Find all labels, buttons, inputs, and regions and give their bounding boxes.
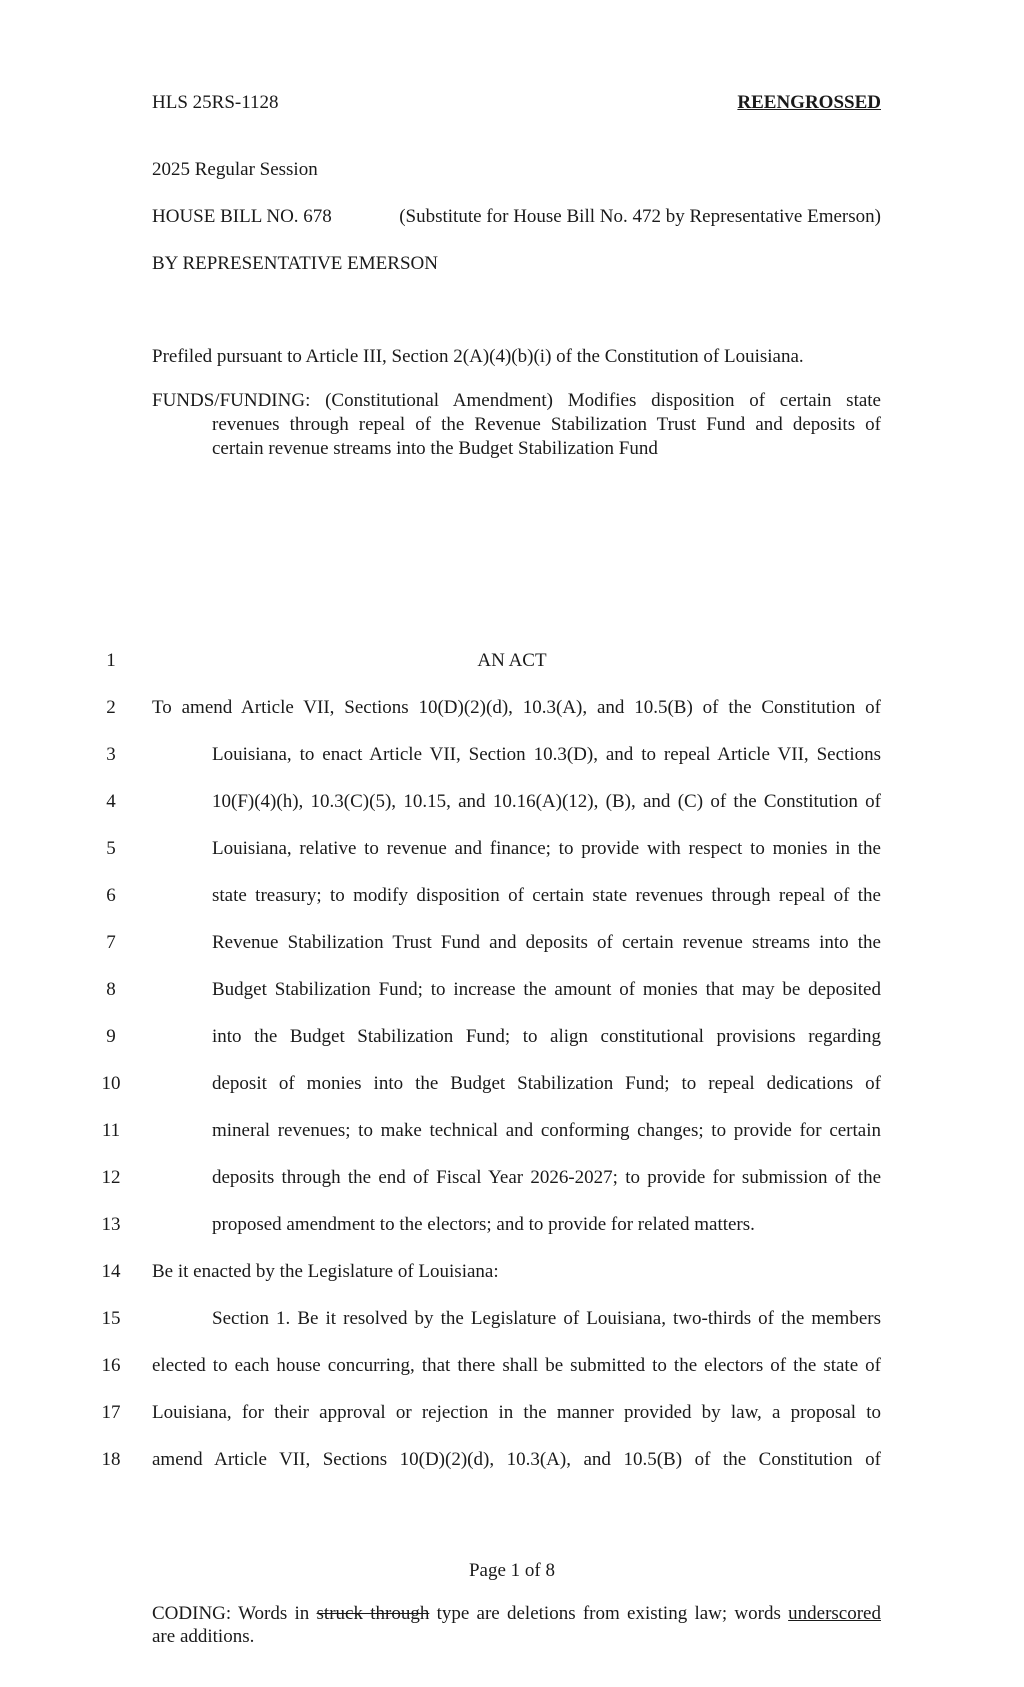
line-number: 5 bbox=[106, 838, 116, 859]
act-line: Section 1. Be it resolved by the Legislature of Louisiana, two-thirds of the members bbox=[212, 1308, 881, 1329]
act-line: mineral revenues; to make technical and conforming changes; to provide for certain bbox=[212, 1120, 881, 1141]
enacting-clause: Be it enacted by the Legislature of Louisiana: bbox=[152, 1261, 499, 1282]
act-line: 10(F)(4)(h), 10.3(C)(5), 10.15, and 10.16(A)(12), (B), and (C) of the Constitution of bbox=[212, 791, 881, 812]
line-number: 12 bbox=[101, 1167, 121, 1188]
act-line: into the Budget Stabilization Fund; to align constitutional provisions regarding bbox=[212, 1026, 881, 1047]
act-line: proposed amendment to the electors; and to provide for related matters. bbox=[212, 1214, 755, 1235]
funds-line-3: certain revenue streams into the Budget Stabilization Fund bbox=[212, 438, 658, 459]
act-line: state treasury; to modify disposition of certain state revenues through repeal of the bbox=[212, 885, 881, 906]
coding-mid: type are deletions from existing law; words bbox=[429, 1603, 789, 1624]
line-number: 16 bbox=[101, 1355, 121, 1376]
line-number: 14 bbox=[101, 1261, 121, 1282]
bill-number: HOUSE BILL NO. 678 bbox=[152, 206, 332, 227]
line-number: 7 bbox=[106, 932, 116, 953]
funds-line-2: revenues through repeal of the Revenue Stabilization Trust Fund and deposits of bbox=[212, 414, 881, 435]
act-line: deposit of monies into the Budget Stabilization Fund; to repeal dedications of bbox=[212, 1073, 881, 1094]
line-number: 2 bbox=[106, 697, 116, 718]
act-line: Louisiana, to enact Article VII, Section 10.3(D), and to repeal Article VII, Sections bbox=[212, 744, 881, 765]
line-number: 10 bbox=[101, 1073, 121, 1094]
line-number: 1 bbox=[106, 650, 116, 671]
line-number: 17 bbox=[101, 1402, 121, 1423]
line-number: 8 bbox=[106, 979, 116, 1000]
act-line: Louisiana, relative to revenue and finance; to provide with respect to monies in the bbox=[212, 838, 881, 859]
act-title: AN ACT bbox=[477, 650, 547, 671]
act-line: Budget Stabilization Fund; to increase the amount of monies that may be deposited bbox=[212, 979, 881, 1000]
status-label: REENGROSSED bbox=[737, 92, 881, 113]
document-id: HLS 25RS-1128 bbox=[152, 92, 279, 113]
act-line: To amend Article VII, Sections 10(D)(2)(d), 10.3(A), and 10.5(B) of the Constitution of bbox=[152, 697, 881, 718]
funds-line-1: FUNDS/FUNDING: (Constitutional Amendment) Modifies disposition of certain state bbox=[152, 390, 881, 411]
line-number: 4 bbox=[106, 791, 116, 812]
coding-note-end: are additions. bbox=[152, 1626, 255, 1647]
line-number: 13 bbox=[101, 1214, 121, 1235]
coding-underscore-sample: underscored bbox=[788, 1603, 881, 1624]
act-line: Revenue Stabilization Trust Fund and deposits of certain revenue streams into the bbox=[212, 932, 881, 953]
coding-strike-sample: struck through bbox=[316, 1603, 430, 1624]
coding-note bbox=[152, 1603, 881, 1625]
line-number: 18 bbox=[101, 1449, 121, 1470]
act-line: elected to each house concurring, that there shall be submitted to the electors of the state of bbox=[152, 1355, 881, 1376]
page-number: Page 1 of 8 bbox=[468, 1560, 555, 1581]
line-number: 15 bbox=[101, 1308, 121, 1329]
prefiled-note: Prefiled pursuant to Article III, Section 2(A)(4)(b)(i) of the Constitution of Louisiana. bbox=[152, 346, 804, 367]
line-number: 9 bbox=[106, 1026, 116, 1047]
session-label: 2025 Regular Session bbox=[152, 159, 318, 180]
line-number: 11 bbox=[101, 1120, 121, 1141]
act-line: amend Article VII, Sections 10(D)(2)(d), 10.3(A), and 10.5(B) of the Constitution of bbox=[152, 1449, 881, 1470]
line-number: 3 bbox=[106, 744, 116, 765]
act-line: Louisiana, for their approval or rejection in the manner provided by law, a proposal to bbox=[152, 1402, 881, 1423]
substitute-note: (Substitute for House Bill No. 472 by Representative Emerson) bbox=[399, 206, 881, 227]
bill-author: BY REPRESENTATIVE EMERSON bbox=[152, 253, 438, 274]
line-number: 6 bbox=[106, 885, 116, 906]
coding-prefix: CODING: Words in bbox=[152, 1603, 317, 1624]
act-line: deposits through the end of Fiscal Year 2026-2027; to provide for submission of the bbox=[212, 1167, 881, 1188]
